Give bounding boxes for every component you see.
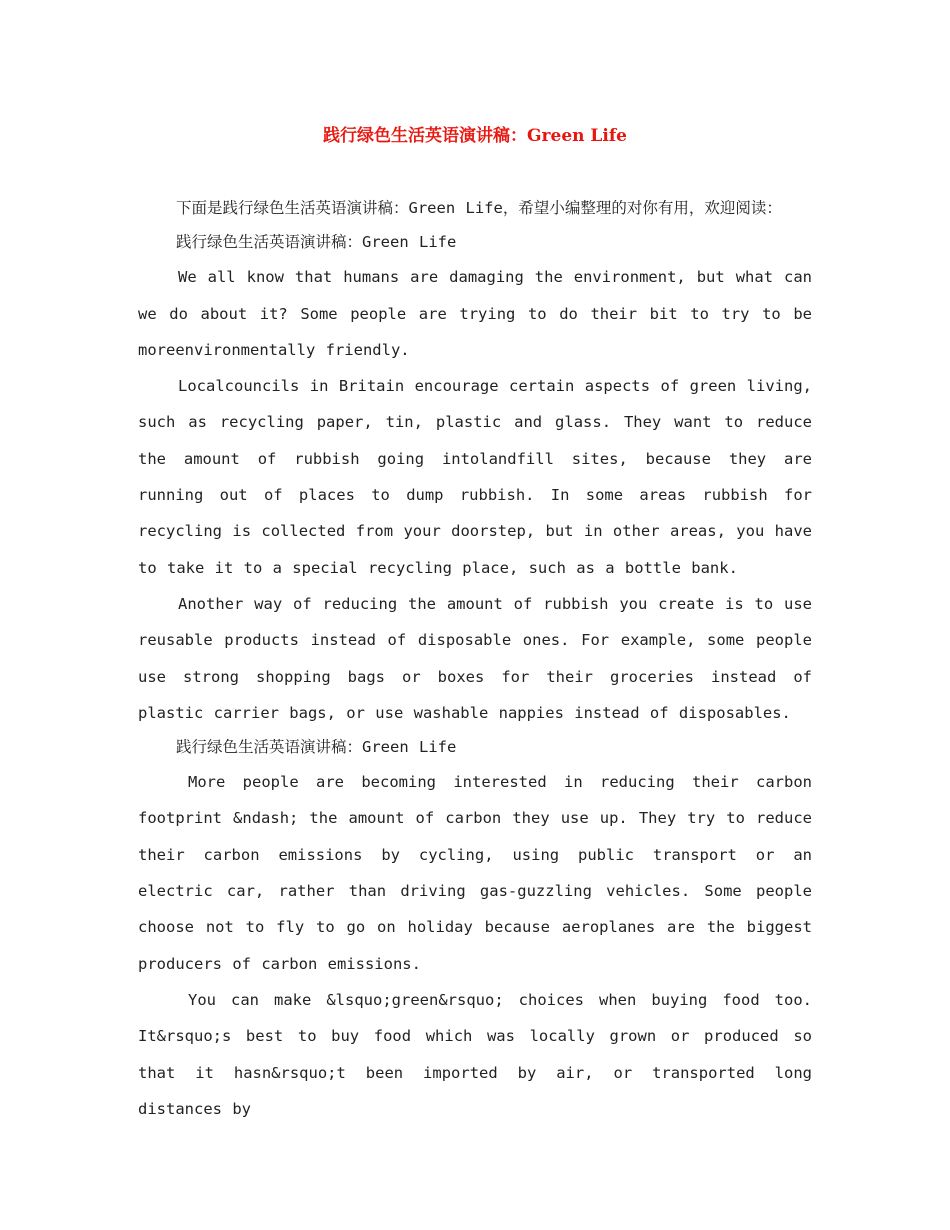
paragraph-5: You can make &lsquo;green&rsquo; choices when buying food too. It&rsquo;s best to buy food which was locally grown or produced so that it hasn&rsquo;t been imported by air, or transported long distances by — [138, 990, 812, 1118]
subheading-2: 践行绿色生活英语演讲稿：Green Life — [176, 738, 457, 757]
paragraph-2: Localcouncils in Britain encourage certain aspects of green living, such as recycling paper, tin, plastic and glass. They want to reduce the amount of rubbish going intolandfill sites, because they are running out of places to dump rubbish. In some areas rubbish for recycling is collected from your doorstep, but in other areas, you have to take it to a special recycling place, such as a bottle bank. — [138, 377, 812, 577]
document-body — [138, 190, 812, 1127]
paragraph-3: Another way of reducing the amount of rubbish you create is to use reusable products instead of disposable ones. For example, some people use strong shopping bags or boxes for their groceries instead of plastic carrier bags, or use washable nappies instead of disposables. — [138, 594, 812, 722]
subheading-1: 践行绿色生活英语演讲稿：Green Life — [176, 233, 457, 252]
document-title: 践行绿色生活英语演讲稿：Green Life — [323, 126, 627, 146]
paragraph-1: We all know that humans are damaging the environment, but what can we do about it? Some people are trying to do their bit to try to be moreenvironmentally friendly. — [138, 268, 812, 359]
intro-paragraph: 下面是践行绿色生活英语演讲稿：Green Life，希望小编整理的对你有用，欢迎阅读： — [176, 199, 782, 217]
paragraph-4: More people are becoming interested in reducing their carbon footprint &ndash; the amount of carbon they use up. They try to reduce their carbon emissions by cycling, using public transport or an electric car, rather than driving gas-guzzling vehicles. Some people choose not to fly to go on holiday because aeroplanes are the biggest producers of carbon emissions. — [138, 773, 812, 973]
